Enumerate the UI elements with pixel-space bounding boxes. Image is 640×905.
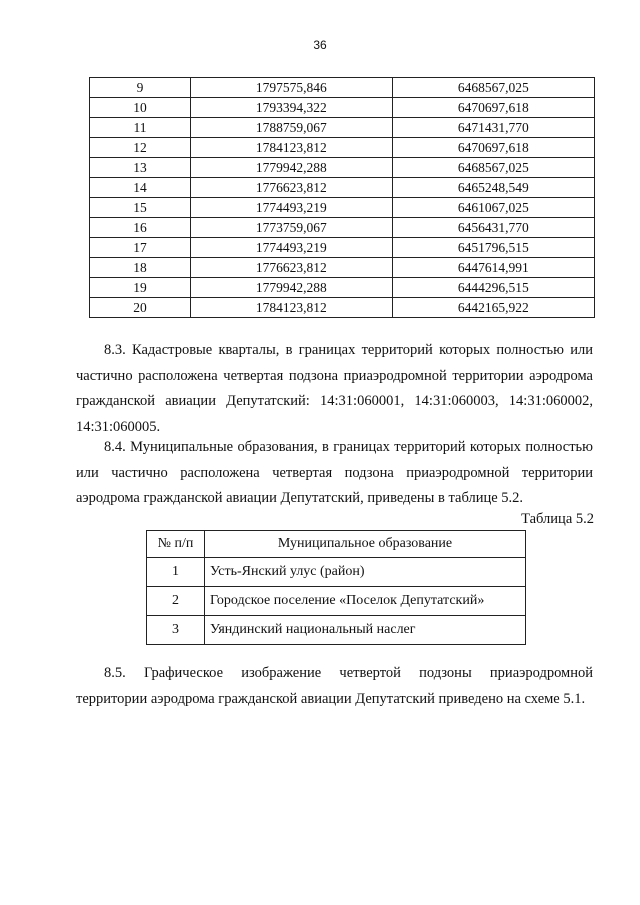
row-number: 1: [147, 558, 205, 587]
x-coordinate: 1773759,067: [191, 218, 393, 238]
header-municipality: Муниципальное образование: [205, 531, 526, 558]
y-coordinate: 6451796,515: [392, 238, 595, 258]
table-row: [90, 278, 595, 298]
point-number: 11: [90, 118, 191, 138]
point-number: 14: [90, 178, 191, 198]
table-row: [90, 298, 595, 318]
paragraph-8-3: [76, 338, 593, 440]
table-row: [90, 158, 595, 178]
paragraph-8-5: [76, 661, 593, 712]
table-row: [90, 118, 595, 138]
table-row: [147, 587, 526, 616]
row-number: 2: [147, 587, 205, 616]
paragraph-8-3-text: 8.3. Кадастровые кварталы, в границах территорий которых полностью или частично расположена четвертая подзона приаэродромной территории аэродрома гражданской авиации Депутатский: 14:31:060001, 14:31:060003, 14:31:060002, 14:31:060005.: [76, 342, 593, 435]
table-header-row: [147, 531, 526, 558]
page-number: 36: [313, 38, 327, 52]
table-caption: Таблица 5.2: [521, 511, 594, 527]
row-number: 3: [147, 616, 205, 645]
table-row: [90, 218, 595, 238]
table-row: [147, 616, 526, 645]
y-coordinate: 6471431,770: [392, 118, 595, 138]
y-coordinate: 6442165,922: [392, 298, 595, 318]
x-coordinate: 1779942,288: [191, 278, 393, 298]
point-number: 16: [90, 218, 191, 238]
x-coordinate: 1774493,219: [191, 238, 393, 258]
y-coordinate: 6470697,618: [392, 138, 595, 158]
y-coordinate: 6461067,025: [392, 198, 595, 218]
x-coordinate: 1774493,219: [191, 198, 393, 218]
coordinates-table: [89, 77, 595, 318]
y-coordinate: 6447614,991: [392, 258, 595, 278]
x-coordinate: 1793394,322: [191, 98, 393, 118]
y-coordinate: 6468567,025: [392, 78, 595, 98]
x-coordinate: 1776623,812: [191, 258, 393, 278]
coordinates-table-body: [90, 78, 595, 318]
point-number: 19: [90, 278, 191, 298]
x-coordinate: 1776623,812: [191, 178, 393, 198]
point-number: 20: [90, 298, 191, 318]
x-coordinate: 1784123,812: [191, 138, 393, 158]
table-row: [90, 98, 595, 118]
row-municipality: Городское поселение «Поселок Депутатский»: [205, 587, 526, 616]
x-coordinate: 1797575,846: [191, 78, 393, 98]
x-coordinate: 1784123,812: [191, 298, 393, 318]
point-number: 17: [90, 238, 191, 258]
paragraph-8-4-text: 8.4. Муниципальные образования, в границах территорий которых полностью или частично расположена четвертая подзона приаэродромной территории аэродрома гражданской авиации Депутатский, приведены в таблице 5.2.: [76, 439, 593, 506]
table-row: [90, 258, 595, 278]
table-row: [90, 78, 595, 98]
paragraph-8-5-text: 8.5. Графическое изображение четвертой подзоны приаэродромной территории аэродрома гражданской авиации Депутатский приведено на схеме 5.1.: [76, 665, 593, 707]
table-row: [90, 238, 595, 258]
table-row: [90, 138, 595, 158]
point-number: 10: [90, 98, 191, 118]
point-number: 13: [90, 158, 191, 178]
y-coordinate: 6465248,549: [392, 178, 595, 198]
x-coordinate: 1788759,067: [191, 118, 393, 138]
point-number: 9: [90, 78, 191, 98]
point-number: 15: [90, 198, 191, 218]
header-number: № п/п: [147, 531, 205, 558]
municipalities-table: [146, 530, 526, 645]
point-number: 12: [90, 138, 191, 158]
row-municipality: Уяндинский национальный наслег: [205, 616, 526, 645]
row-municipality: Усть-Янский улус (район): [205, 558, 526, 587]
y-coordinate: 6456431,770: [392, 218, 595, 238]
table-row: [147, 558, 526, 587]
paragraph-8-4: [76, 435, 593, 512]
y-coordinate: 6468567,025: [392, 158, 595, 178]
table-row: [90, 178, 595, 198]
y-coordinate: 6444296,515: [392, 278, 595, 298]
table-row: [90, 198, 595, 218]
x-coordinate: 1779942,288: [191, 158, 393, 178]
point-number: 18: [90, 258, 191, 278]
y-coordinate: 6470697,618: [392, 98, 595, 118]
